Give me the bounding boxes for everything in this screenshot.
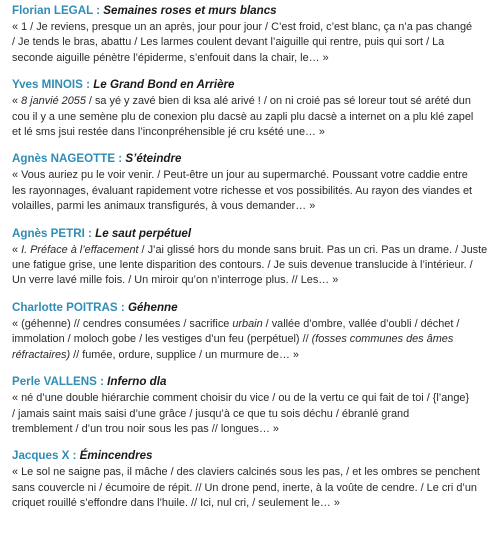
excerpt-italic-segment: réfractaires) bbox=[12, 348, 71, 361]
excerpt-segment: Un verre lavé mille fois. / Un miroir qu’on n’interroge plus. // Les… » bbox=[12, 274, 339, 287]
excerpt-line bbox=[12, 199, 482, 214]
excerpt-segment: « bbox=[12, 243, 22, 256]
excerpt-segment: tremblement / d’un trou noir sous les pas // longues… » bbox=[12, 422, 279, 435]
excerpt-text bbox=[12, 168, 482, 214]
excerpt-segment: « 1 / Je reviens, presque un an après, jour pour jour / C’est froid, c’est blanc, ça n’a pas changé bbox=[12, 21, 473, 33]
heading-separator: : bbox=[92, 4, 104, 17]
entry-heading bbox=[12, 374, 482, 389]
excerpt-segment: « (géhenne) // cendres consumées / sacrifice bbox=[12, 317, 233, 330]
excerpt-segment: cou il y a une semène plu de conexion plu dacsè au zapli plu dacsè a internet on a plu klé zapel bbox=[12, 110, 474, 123]
excerpt-entry bbox=[12, 448, 482, 511]
excerpt-segment: « bbox=[12, 95, 22, 108]
excerpt-line bbox=[12, 168, 482, 183]
excerpt-line bbox=[12, 125, 482, 140]
author-name[interactable]: Perle VALLENS bbox=[12, 375, 97, 389]
work-title[interactable]: Semaines roses et murs blancs bbox=[103, 4, 277, 17]
excerpt-segment: // fumée, ordure, supplice / un murmure de… » bbox=[70, 348, 299, 361]
author-name[interactable]: Yves MINOIS bbox=[12, 78, 83, 92]
author-name[interactable]: Agnès NAGEOTTE bbox=[12, 152, 116, 166]
excerpt-italic-segment: 8 janvié 2055 bbox=[21, 95, 86, 108]
excerpt-segment: / J’ai glissé hors du monde sans bruit. Pas un cri. Pas un drame. / Juste bbox=[138, 243, 488, 256]
excerpt-entry bbox=[12, 3, 482, 66]
excerpt-line bbox=[12, 184, 482, 199]
excerpt-entry bbox=[12, 374, 482, 437]
heading-separator: : bbox=[117, 300, 128, 314]
author-name[interactable]: Agnès PETRI bbox=[12, 226, 85, 240]
excerpt-segment: seconde aiguille pénètre l’épiderme, s’enfouit dans la chair, le… » bbox=[12, 51, 329, 64]
heading-separator: : bbox=[96, 375, 108, 389]
author-name[interactable]: Florian LEGAL bbox=[12, 4, 93, 17]
excerpt-entry bbox=[12, 151, 482, 214]
excerpt-line bbox=[12, 407, 482, 422]
excerpt-line bbox=[12, 258, 482, 273]
excerpt-segment: criquet rouillé s’effondre dans l’huile. // Ici, nul cri, / seulement le… » bbox=[12, 497, 340, 510]
author-name[interactable]: Charlotte POITRAS bbox=[12, 300, 118, 314]
excerpt-segment: une fatigue grise, une lente disparition des contours. / Je suis devenue translucide à l’intérieur. / bbox=[12, 259, 473, 272]
work-title[interactable]: Inferno dla bbox=[107, 375, 167, 389]
excerpt-line bbox=[12, 94, 482, 109]
excerpt-segment: les rayonnages, évaluant rapidement votre richesse et vos possibilités. Au rayon des viandes et bbox=[12, 184, 473, 197]
excerpt-line bbox=[12, 273, 482, 288]
excerpt-text bbox=[12, 391, 482, 437]
excerpt-italic-segment: urbain bbox=[232, 317, 263, 330]
excerpt-text bbox=[12, 94, 482, 140]
excerpt-line bbox=[12, 496, 482, 511]
entry-heading bbox=[12, 226, 482, 241]
excerpt-line bbox=[12, 481, 482, 496]
excerpt-segment: « Vous auriez pu le voir venir. / Peut-être un jour au supermarché. Poussant votre caddie entre bbox=[12, 169, 468, 182]
excerpt-line bbox=[12, 422, 482, 437]
heading-separator: : bbox=[84, 226, 96, 240]
entry-heading bbox=[12, 300, 482, 315]
heading-separator: : bbox=[69, 449, 80, 463]
excerpt-line bbox=[12, 51, 482, 66]
excerpt-segment: / Je tends le bras, abattu / Les larmes coulent devant l’aiguille qui rentre, puis qui sort / La bbox=[12, 36, 445, 49]
excerpt-segment: immolation / moloch gobe / les vestiges d’un feu (perpétuel) // bbox=[12, 333, 312, 346]
excerpt-segment: et lé sms jsui restée dans l’inconpréhensible jé cru ksété une… » bbox=[12, 126, 325, 139]
excerpt-line bbox=[12, 332, 482, 347]
excerpt-line bbox=[12, 35, 482, 50]
entry-heading bbox=[12, 448, 482, 463]
excerpt-line bbox=[12, 243, 488, 258]
excerpt-segment: sans couvercle ni / écumoire de répit. // Un drone pend, inerte, à la voûte de cendre. / Le cri d’un bbox=[12, 481, 477, 494]
excerpt-segment: « Le sol ne saigne pas, il mâche / des claviers calcinés sous les pas, / et les ombres se penchent bbox=[12, 466, 480, 479]
work-title[interactable]: Le saut perpétuel bbox=[95, 226, 192, 240]
excerpt-line bbox=[12, 20, 482, 35]
excerpt-segment: « né d’une double hiérarchie comment choisir du vice / ou de la vertu ce qui fait de toi / {l’ange} bbox=[12, 392, 470, 405]
work-title[interactable]: Émincendres bbox=[79, 449, 153, 463]
excerpt-entry bbox=[12, 300, 482, 363]
excerpt-line bbox=[12, 110, 482, 125]
heading-separator: : bbox=[82, 78, 94, 92]
excerpt-text bbox=[12, 20, 482, 66]
excerpt-entry bbox=[12, 77, 482, 140]
excerpt-segment: / jamais saint mais saisi d’une grâce / jusqu’à ce que tu sois déchu / ébranlé grand bbox=[12, 407, 410, 420]
work-title[interactable]: S’éteindre bbox=[125, 152, 182, 166]
entry-heading bbox=[12, 151, 482, 166]
entry-heading bbox=[12, 3, 482, 18]
excerpt-text bbox=[12, 317, 482, 363]
excerpt-segment: / vallée d’ombre, vallée d’oubli / déchet / bbox=[262, 317, 460, 330]
excerpt-line bbox=[12, 391, 482, 406]
excerpt-italic-segment: I. Préface à l’effacement bbox=[21, 243, 139, 256]
author-name[interactable]: Jacques X bbox=[12, 449, 70, 463]
entry-heading bbox=[12, 77, 482, 92]
work-title[interactable]: Le Grand Bond en Arrière bbox=[93, 78, 235, 92]
excerpt-italic-segment: (fosses communes des âmes bbox=[311, 333, 454, 346]
excerpt-segment: volailles, parmi les animaux transfigurés, à vous demander… » bbox=[12, 200, 316, 213]
excerpt-line bbox=[12, 317, 482, 332]
excerpt-line bbox=[12, 465, 482, 480]
excerpt-segment: / sa yé y zavé bien di ksa alé arivé ! / on ni croié pas sé loreur tout sé arété dun bbox=[85, 95, 471, 108]
excerpt-line bbox=[12, 348, 482, 363]
excerpt-entry bbox=[12, 226, 488, 289]
heading-separator: : bbox=[115, 152, 126, 166]
work-title[interactable]: Géhenne bbox=[127, 300, 178, 314]
excerpt-text bbox=[12, 243, 488, 289]
excerpt-text bbox=[12, 465, 482, 511]
